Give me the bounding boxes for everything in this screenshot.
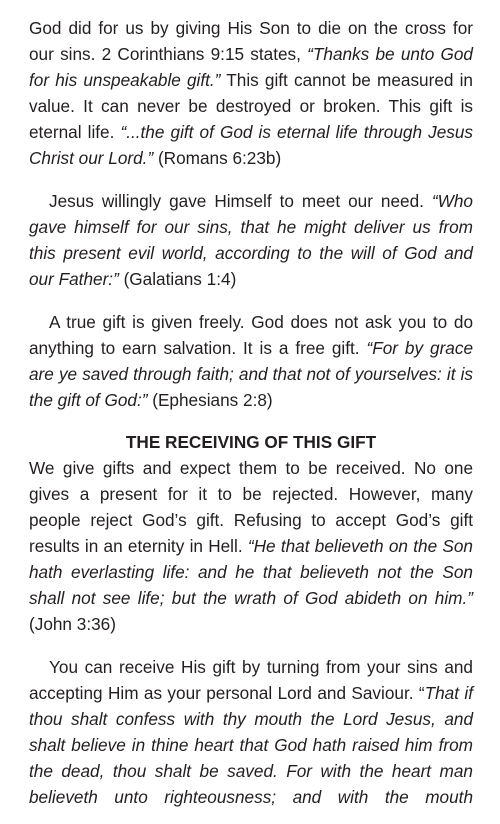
paragraph-text: We give gifts and expect them to be received. No one gives a present for it to be rejected. However, many people reject God’s gift. Refusing to accept God’s gift results in an eternity in Hell. xyxy=(29,458,473,556)
section-heading: THE RECEIVING OF THIS GIFT xyxy=(125,432,377,452)
scripture-reference: (Ephesians 2:8) xyxy=(147,390,273,410)
paragraph-jesus-gave-himself xyxy=(29,188,473,292)
paragraph-text: A true gift is given freely. God does not ask you to do anything to earn salvation. It is a free gift. xyxy=(29,312,473,358)
scripture-quote: “Thanks be unto God for his unspeakable gift.” xyxy=(29,44,473,90)
paragraph-how-to-receive xyxy=(29,654,473,810)
paragraph-text: This gift cannot be measured in value. It can never be destroyed or broken. This gift is eternal life. xyxy=(29,70,473,142)
scripture-reference: (John 3:36) xyxy=(29,614,116,634)
paragraph-text: God did for us by giving His Son to die on the cross for our sins. 2 Corinthians 9:15 states, xyxy=(29,18,473,64)
paragraph-receiving-gift xyxy=(29,455,473,637)
scripture-reference: (Romans 6:23b) xyxy=(153,148,282,168)
paragraph-free-gift xyxy=(29,309,473,413)
scripture-quote: “...the gift of God is eternal life through Jesus Christ our Lord.” xyxy=(29,122,473,168)
scripture-quote: “He that believeth on the Son hath everlasting life: and he that believeth not the Son shall not see life; but the wrath of God abideth on him.” xyxy=(29,536,473,608)
scripture-quote: That if thou shalt confess with thy mouth the Lord Jesus, and shalt believe in thine heart that God hath raised him from the dead, thou shalt be saved. For with the heart man believeth unto righteousness; and with the mouth xyxy=(29,683,473,807)
scripture-reference: (Galatians 1:4) xyxy=(118,269,237,289)
scripture-quote: “Who gave himself for our sins, that he might deliver us from this present evil world, according to the will of God and our Father:” xyxy=(29,191,473,289)
paragraph-gift-of-god xyxy=(29,15,473,171)
paragraph-text: Jesus willingly gave Himself to meet our need. xyxy=(49,191,432,211)
paragraph-text: You can receive His gift by turning from your sins and accepting Him as your personal Lord and Saviour. “ xyxy=(29,657,473,703)
scripture-quote: “For by grace are ye saved through faith; and that not of yourselves: it is the gift of God:” xyxy=(29,338,474,410)
